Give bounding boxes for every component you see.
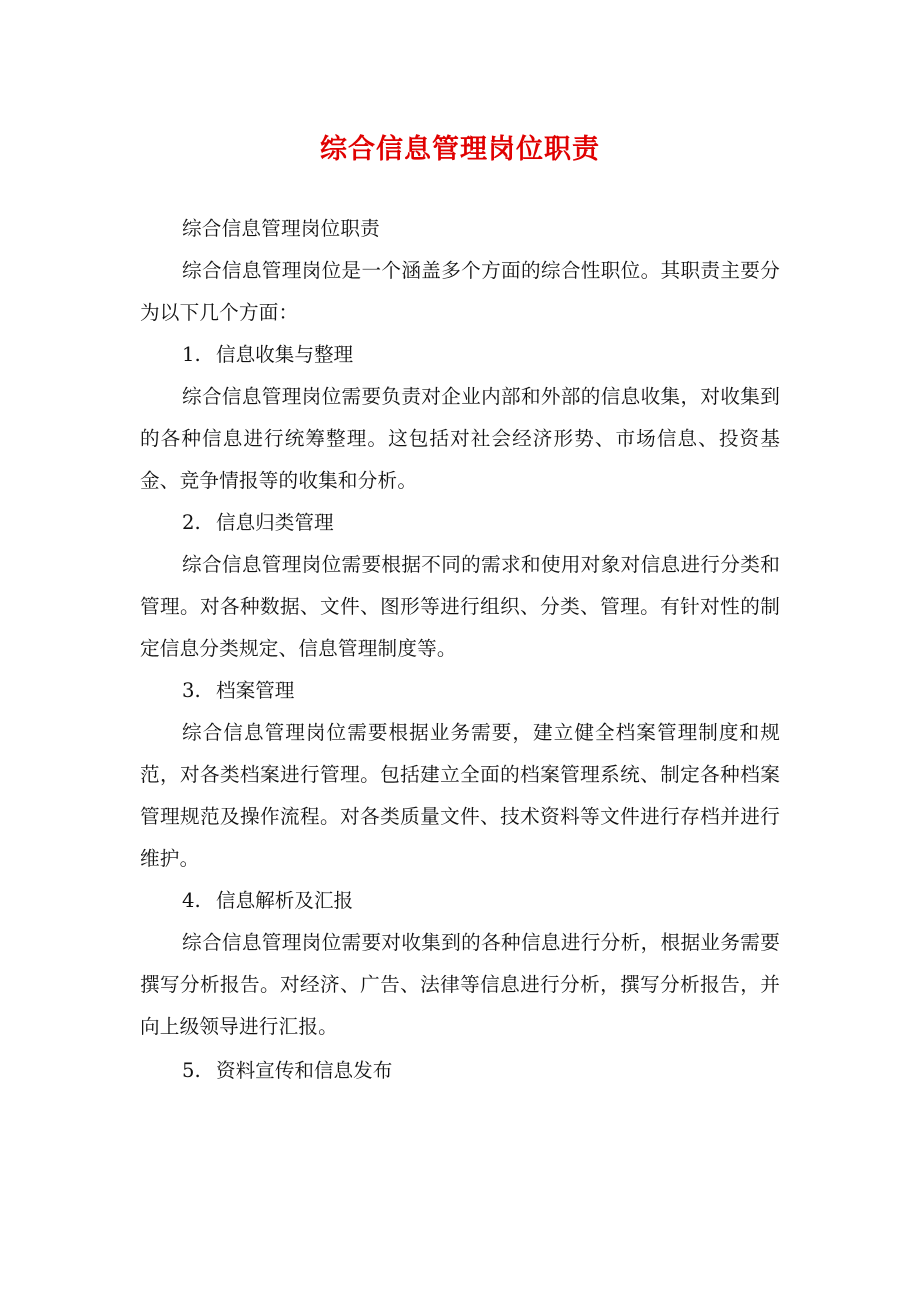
section-3-paragraph: 综合信息管理岗位需要根据业务需要，建立健全档案管理制度和规范，对各类档案进行管理。包括建立全面的档案管理系统、制定各种档案管理规范及操作流程。对各类质量文件、技术资料等文件进行存档并进行维护。 [140, 721, 780, 870]
section-5-title: 资料宣传和信息发布 [216, 1059, 393, 1082]
document-body [140, 208, 780, 1092]
section-1-number: 1. [182, 343, 201, 366]
section-2-paragraph: 综合信息管理岗位需要根据不同的需求和使用对象对信息进行分类和管理。对各种数据、文件、图形等进行组织、分类、管理。有针对性的制定信息分类规定、信息管理制度等。 [140, 553, 780, 660]
section-1-paragraph: 综合信息管理岗位需要负责对企业内部和外部的信息收集，对收集到的各种信息进行统筹整理。这包括对社会经济形势、市场信息、投资基金、竞争情报等的收集和分析。 [140, 385, 780, 492]
section-2-title: 信息归类管理 [216, 511, 334, 534]
section-4-paragraph: 综合信息管理岗位需要对收集到的各种信息进行分析，根据业务需要撰写分析报告。对经济、广告、法律等信息进行分析，撰写分析报告，并向上级领导进行汇报。 [140, 931, 780, 1038]
section-4-title: 信息解析及汇报 [216, 889, 354, 912]
section-1-title: 信息收集与整理 [216, 343, 354, 366]
section-2-heading [140, 502, 780, 544]
section-5-number: 5. [182, 1059, 201, 1082]
section-5-heading [140, 1050, 780, 1092]
section-2-number: 2. [182, 511, 201, 534]
section-4-heading [140, 880, 780, 922]
section-3-number: 3. [182, 679, 201, 702]
section-3-title: 档案管理 [216, 679, 295, 702]
section-1-heading [140, 334, 780, 376]
intro-paragraph: 综合信息管理岗位是一个涵盖多个方面的综合性职位。其职责主要分为以下几个方面： [140, 259, 780, 324]
section-4-number: 4. [182, 889, 201, 912]
section-3-heading [140, 670, 780, 712]
document-title: 综合信息管理岗位职责 [320, 134, 600, 165]
intro-heading: 综合信息管理岗位职责 [182, 217, 380, 240]
